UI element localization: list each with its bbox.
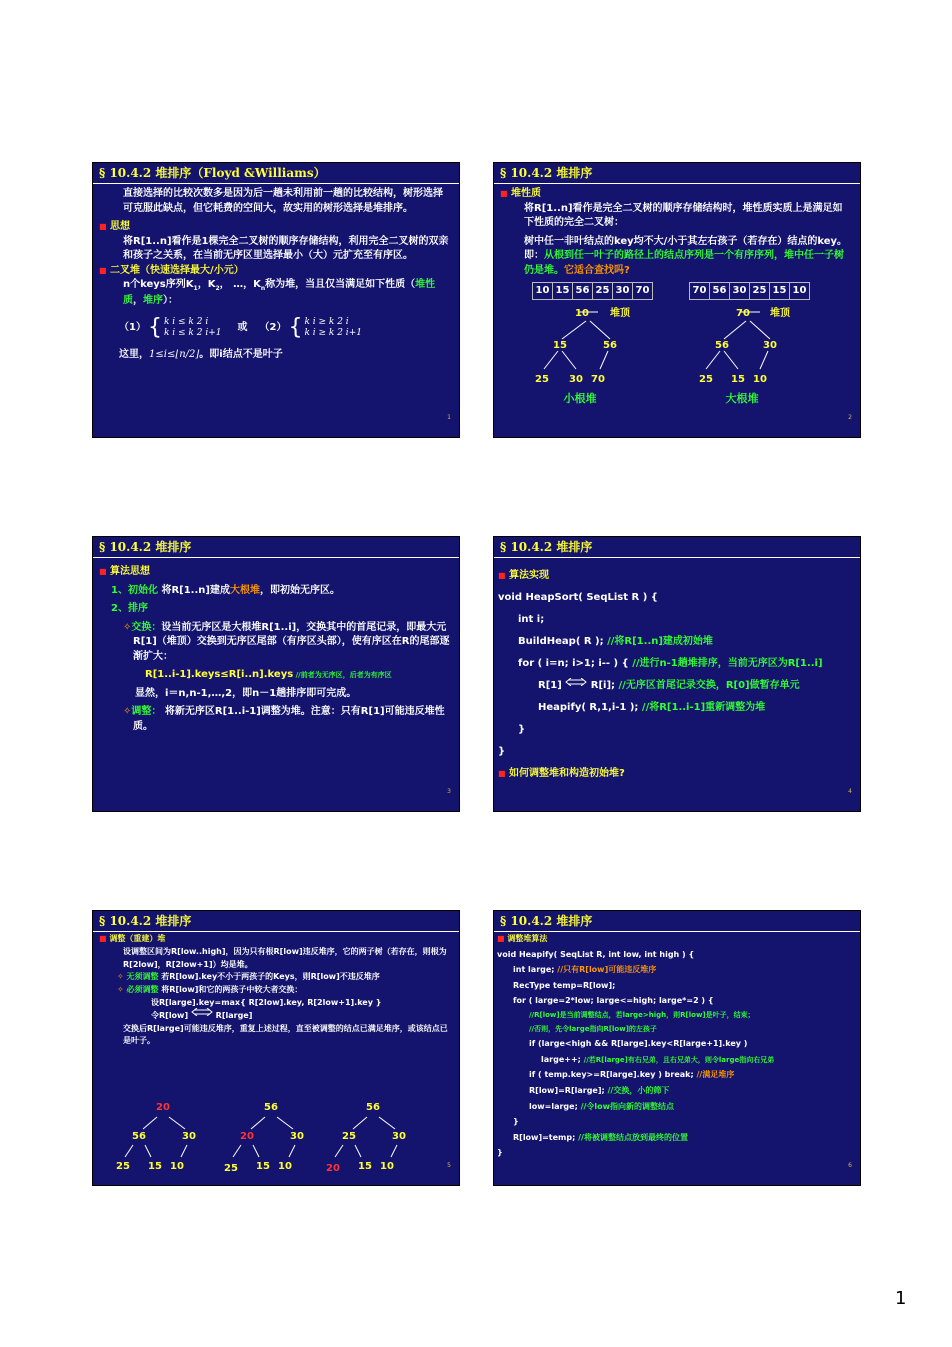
note-text: 这里， xyxy=(119,349,149,361)
slide-body xyxy=(99,187,451,363)
big-heap-node: 70 xyxy=(736,308,750,319)
heading-algorithm-idea: 算法思想 xyxy=(110,566,151,577)
condition-1-label: （1） xyxy=(119,321,146,333)
code-comment: //将R[1..i-1]重新调整为堆 xyxy=(641,702,766,713)
heading-binary-heap: 二叉堆（快速选择最大/小元） xyxy=(110,264,244,276)
slide-page-number: 3 xyxy=(447,788,451,796)
big-heap-label: 大根堆 xyxy=(725,392,759,405)
small-heap-node: 56 xyxy=(603,340,617,351)
idea-text: 将R[1..n]看作是1棵完全二叉树的顺序存储结构，利用完全二叉树的双亲和孩子之关系，在当前无序区里选择最小（大）元扩充至有序区。 xyxy=(123,235,449,261)
tree-node: 56 xyxy=(264,1102,278,1113)
formula-2 xyxy=(304,317,362,340)
slide-body xyxy=(500,187,852,412)
array-cell: 56 xyxy=(573,283,593,299)
slide-body xyxy=(99,565,451,734)
code-line: } xyxy=(513,1117,519,1127)
formula-text: R[large] xyxy=(212,1010,253,1020)
code-line xyxy=(497,1052,852,1068)
swap-formula xyxy=(99,1010,451,1023)
heading-heap-property: 堆性质 xyxy=(511,188,542,199)
bullet-icon: ■ xyxy=(498,571,506,580)
diamond-bullet-icon: ✧ xyxy=(117,985,124,995)
obvious-text: 显然，i＝n,n-1,…,2，即n－1趟排序即可完成。 xyxy=(135,687,357,699)
no-adjust-case xyxy=(99,971,451,984)
formula-text: 令R[low] xyxy=(151,1010,191,1020)
array-cell: 25 xyxy=(750,283,770,299)
question-heading: 如何调整堆和构造初始堆? xyxy=(509,768,625,779)
must-adjust-case xyxy=(99,984,451,997)
adjust-text xyxy=(99,705,451,734)
diamond-bullet-icon: ✧ xyxy=(123,621,132,633)
case-text: 若R[low].key不小于两孩子的Keys，则R[low]不违反堆序 xyxy=(158,972,380,982)
brace-icon: { xyxy=(147,315,162,341)
adjust-intro: 设调整区间为R[low..high]，因为只有根R[low]违反堆序，它的两子树（若存在，则根为R[2low]，R[2low+1]）均是堆。 xyxy=(123,946,447,969)
code-line: int i; xyxy=(518,614,545,625)
keys-formula: R[1..i-1].keys≤R[i..n].keys xyxy=(145,669,294,680)
brace-icon: { xyxy=(288,315,303,341)
heap-top-label: 堆顶 xyxy=(610,308,630,319)
code-text: large++; xyxy=(541,1054,584,1064)
def-text: 称为堆，当且仅当满足如下性质（ xyxy=(265,279,416,290)
array-cell: 10 xyxy=(533,283,553,299)
code-line xyxy=(497,1083,852,1099)
term-big-heap: 大根堆 xyxy=(229,584,260,596)
heading-heapify: 调整堆算法 xyxy=(507,934,548,943)
bullet-icon: ■ xyxy=(99,222,107,231)
code-line: RecType temp=R[low]; xyxy=(513,980,616,990)
tree-node: 15 xyxy=(358,1161,372,1172)
slide-3 xyxy=(92,536,460,812)
adjust-conclusion: 交换后R[large]可能违反堆序，重复上述过程，直至被调整的结点已满足堆序，或该结点已是叶子。 xyxy=(123,1023,448,1046)
slide-title: § 10.4.2 堆排序 xyxy=(494,911,860,932)
property-detail xyxy=(500,235,852,279)
bullet-icon: ■ xyxy=(99,265,107,275)
formula-line: k i ≤ k 2 i xyxy=(163,316,209,327)
code-comment: //满足堆序 xyxy=(696,1070,735,1080)
tree-node: 10 xyxy=(170,1161,184,1172)
term-heap-property: 堆性质 xyxy=(123,279,436,306)
small-heap-node: 30 xyxy=(569,374,583,385)
big-heap-node: 25 xyxy=(699,374,713,385)
tree-node: 25 xyxy=(342,1131,356,1142)
formula-1 xyxy=(164,317,222,340)
code-comment: //令low指向新的调整结点 xyxy=(580,1101,675,1111)
small-heap-node: 15 xyxy=(553,340,567,351)
array-cell: 30 xyxy=(613,283,633,299)
step-label: 1、初始化 xyxy=(111,584,158,596)
index-range-note xyxy=(99,348,451,363)
swap-label: 交换： xyxy=(131,621,162,633)
bullet-icon: ■ xyxy=(498,769,506,778)
small-heap-array xyxy=(532,282,653,300)
swap-arrow-icon xyxy=(565,678,587,686)
adjust-label: 调整： xyxy=(131,706,162,717)
code-comment: //无序区首尾记录交换，R[0]做暂存单元 xyxy=(618,680,800,691)
tree-node: 30 xyxy=(290,1131,304,1142)
code-line xyxy=(498,697,852,719)
slide-title: § 10.4.2 堆排序 xyxy=(93,911,459,932)
diamond-bullet-icon: ✧ xyxy=(123,706,132,717)
code-text: R[i]; xyxy=(587,680,619,691)
code-line: void Heapify( SeqList R, int low, int high ) { xyxy=(497,949,695,959)
code-comment: //将被调整结点放到最终的位置 xyxy=(578,1132,688,1142)
detail-text: 树中任一非叶结点的key均不大/小于其左右孩子（若存在）结点的key。即： xyxy=(524,235,848,261)
case-text: 将R[low]和它的两孩子中较大者交换： xyxy=(158,985,303,995)
code-text: R[low]=R[large]; xyxy=(529,1086,608,1096)
formula-line: k i ≥ k 2 i xyxy=(304,316,349,327)
bullet-icon: ■ xyxy=(99,934,107,943)
adjust-body: 将新无序区R[1..i-1]调整为堆。注意：只有R[1]可能违反堆性质。 xyxy=(133,706,445,732)
code-comment: //将R[1..n]建成初始堆 xyxy=(607,636,713,647)
step-init xyxy=(99,584,451,599)
code-text: Heapify( R,1,i-1 ); xyxy=(538,702,642,713)
heading-idea: 思想 xyxy=(110,221,131,232)
code-line: } xyxy=(497,1148,503,1158)
small-heap-node: 25 xyxy=(535,374,549,385)
code-text: int large; xyxy=(513,965,558,975)
max-formula: 设R[large].key=max{ R[2low].key, R[2low+1].key } xyxy=(151,997,382,1007)
big-heap-node: 15 xyxy=(731,374,745,385)
slide-title: § 10.4.2 堆排序 xyxy=(93,537,459,558)
code-text: R[low]=temp; xyxy=(513,1132,579,1142)
code-text: low=large; xyxy=(529,1101,581,1111)
range-formula: 1≤i≤⌊n/2⌋ xyxy=(149,349,200,361)
array-cell: 30 xyxy=(730,283,750,299)
array-cell: 56 xyxy=(710,283,730,299)
code-line xyxy=(498,653,852,675)
slide-page-number: 1 xyxy=(447,414,451,422)
or-label: 或 xyxy=(237,321,248,333)
tree-node: 20 xyxy=(156,1102,170,1113)
tree-node: 20 xyxy=(240,1131,254,1142)
slide-body xyxy=(498,565,852,785)
small-heap-label: 小根堆 xyxy=(563,392,597,405)
tree-node: 20 xyxy=(326,1163,340,1174)
code-line: } xyxy=(518,724,526,735)
heading-adjust-heap: 调整（重建）堆 xyxy=(109,934,166,943)
case-label: 必须调整 xyxy=(126,985,159,995)
code-comment: //若R[large]有右兄弟，且右兄弟大，则令large指向右兄弟 xyxy=(583,1055,775,1064)
slide-title: § 10.4.2 堆排序（Floyd &Williams） xyxy=(93,163,459,184)
step-text: 将R[1..n]建成 xyxy=(157,584,230,596)
code-line xyxy=(498,675,852,697)
code-line xyxy=(497,1099,852,1115)
big-heap-node: 56 xyxy=(715,340,729,351)
slide-title: § 10.4.2 堆排序 xyxy=(494,163,860,184)
code-line: for ( large=2*low; large<=high; large*=2 ) { xyxy=(513,996,714,1006)
case-label: 无须调整 xyxy=(126,972,159,982)
heading-implementation: 算法实现 xyxy=(509,570,550,581)
def-text: ）： xyxy=(163,294,178,306)
slide-5 xyxy=(92,910,460,1186)
formula-line: k i ≥ k 2 i+1 xyxy=(304,328,362,339)
array-cell: 15 xyxy=(770,283,790,299)
condition-2-label: （2） xyxy=(259,321,287,333)
def-text: ，K xyxy=(197,279,216,290)
bullet-icon: ■ xyxy=(99,567,107,576)
small-heap-node: 70 xyxy=(591,374,605,385)
array-cell: 70 xyxy=(635,285,650,296)
code-text: for ( i=n; i>1; i-- ) { xyxy=(518,658,633,669)
swap-body: 设当前无序区是大根堆R[1..i]，交换其中的首尾记录，即最大元R[1]（堆顶）交换到无序区尾部（有序区头部），使有序区在R的尾部逐渐扩大： xyxy=(133,621,450,662)
slide-2 xyxy=(493,162,861,438)
diamond-bullet-icon: ✧ xyxy=(117,972,124,982)
code-line xyxy=(497,962,852,978)
note-text: 。即i结点不是叶子 xyxy=(199,349,283,361)
heap-conditions xyxy=(99,312,451,344)
tree-node: 15 xyxy=(148,1161,162,1172)
code-text: if ( temp.key>=R[large].key ) break; xyxy=(529,1070,697,1080)
intro-text: 直接选择的比较次数多是因为后一趟未利用前一趟的比较结构，树形选择可克服此缺点，但它耗费的空间大，故实用的树形选择是堆排序。 xyxy=(123,188,443,214)
slide-page-number: 4 xyxy=(848,788,852,796)
heap-top-label: 堆顶 xyxy=(770,308,790,319)
slide-body xyxy=(497,931,852,1161)
code-comment: //交换，小的筛下 xyxy=(607,1086,670,1096)
heap-definition: n个keys序列$K_1$，$K_2$， …，$K_n$称为堆，当且仅当满足如下性质（堆性质，堆序）： xyxy=(123,279,436,306)
formula-line: k i ≤ k 2 i+1 xyxy=(163,328,222,339)
slide-page-number: 6 xyxy=(848,1162,852,1170)
swap-arrow-icon xyxy=(191,1008,213,1016)
small-heap-node: 10 xyxy=(575,308,589,319)
tree-node: 25 xyxy=(116,1161,130,1172)
detail-highlight: 从根到任一叶子的路径上的结点序列是一个有序序列，堆中任一子树仍是堆。 xyxy=(524,250,844,276)
bullet-icon: ■ xyxy=(497,934,505,943)
bullet-icon: ■ xyxy=(500,189,508,198)
slide-title: § 10.4.2 堆排序 xyxy=(494,537,860,558)
tree-node: 25 xyxy=(224,1163,238,1174)
detail-question: 它适合查找吗? xyxy=(564,264,630,276)
tree-node: 56 xyxy=(366,1102,380,1113)
code-line xyxy=(497,1130,852,1146)
array-row xyxy=(500,282,852,300)
keys-comment: //前者为无序区，后者为有序区 xyxy=(293,671,392,679)
code-line xyxy=(497,1067,852,1083)
code-comment: //进行n-1趟堆排序，当前无序区为R[1..i] xyxy=(632,658,823,669)
term-heap-order: 堆序 xyxy=(143,294,163,306)
code-line: void HeapSort( SeqList R ) { xyxy=(498,592,658,603)
tree-node: 30 xyxy=(392,1131,406,1142)
swap-text xyxy=(99,621,451,665)
tree-node: 10 xyxy=(278,1161,292,1172)
array-cell: 15 xyxy=(553,283,573,299)
code-line: } xyxy=(498,746,506,757)
array-cell: 70 xyxy=(690,283,710,299)
tree-node: 15 xyxy=(256,1161,270,1172)
slide-page-number: 5 xyxy=(447,1162,451,1170)
code-comment: //否则，先令large指向R[low]的左孩子 xyxy=(529,1024,657,1033)
step-sort: 2、排序 xyxy=(111,603,148,614)
code-text: R[1] xyxy=(538,680,566,691)
big-heap-node: 30 xyxy=(763,340,777,351)
big-heap-array xyxy=(689,282,810,300)
document-page-number: 1 xyxy=(895,1288,907,1309)
array-cell: 10 xyxy=(792,285,807,296)
property-text: 将R[1..n]看作是完全二叉树的顺序存储结构时，堆性质实质上是满足如下性质的完全二叉树： xyxy=(524,202,843,228)
def-text: ， xyxy=(133,294,143,306)
code-comment: //R[low]是当前调整结点，若large>high，则R[low]是叶子，结束； xyxy=(529,1010,755,1019)
heap-trees-diagram xyxy=(500,302,840,412)
slide-1 xyxy=(92,162,460,438)
tree-node: 30 xyxy=(182,1131,196,1142)
array-cell: 25 xyxy=(593,283,613,299)
code-comment: //只有R[low]可能违反堆序 xyxy=(557,965,657,975)
slide-page-number: 2 xyxy=(848,414,852,422)
keys-relation xyxy=(99,668,451,683)
def-text: ， …，K xyxy=(219,279,261,290)
big-heap-node: 10 xyxy=(753,374,767,385)
code-line: if (large<high && R[large].key<R[large+1].key ) xyxy=(529,1039,748,1049)
slide-body xyxy=(99,933,451,1048)
tree-node: 10 xyxy=(380,1161,394,1172)
adjust-trees-diagram xyxy=(93,1097,460,1183)
code-text: BuildHeap( R ); xyxy=(518,636,608,647)
def-text: n个keys序列K xyxy=(123,279,194,290)
slide-6 xyxy=(493,910,861,1186)
step-text: ，即初始无序区。 xyxy=(259,584,340,596)
code-line xyxy=(498,631,852,653)
slide-4 xyxy=(493,536,861,812)
tree-node: 56 xyxy=(132,1131,146,1142)
